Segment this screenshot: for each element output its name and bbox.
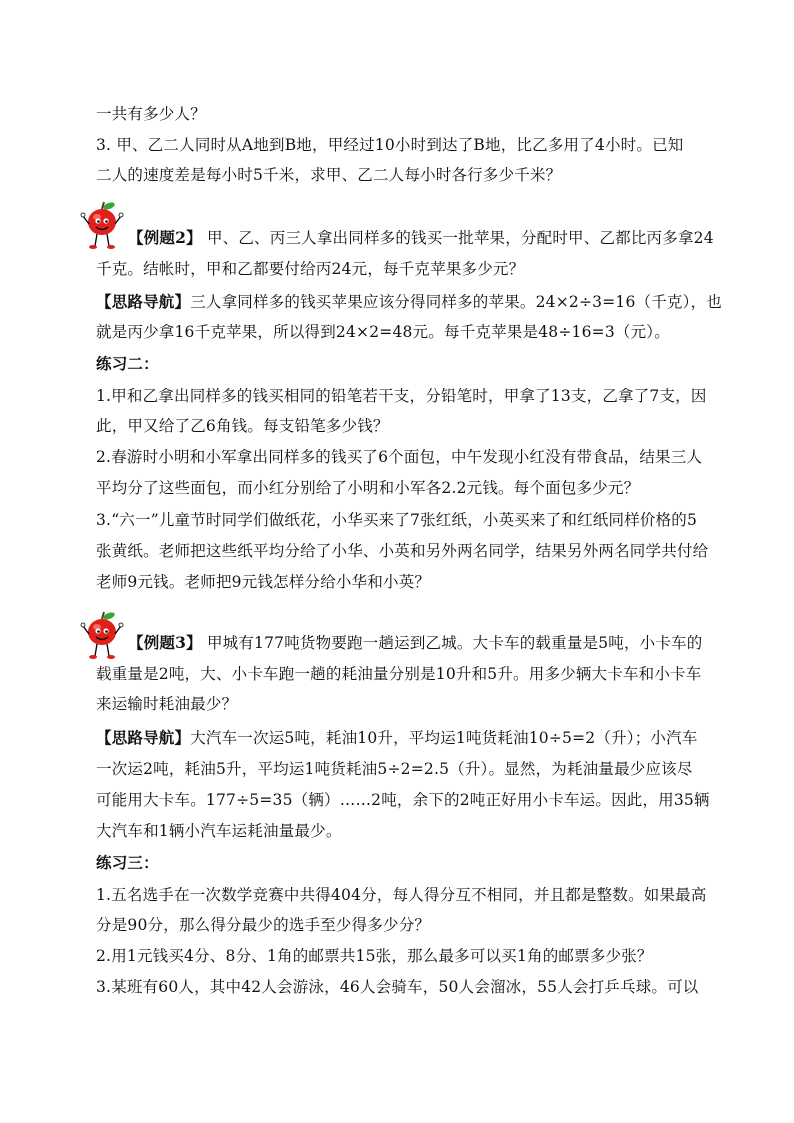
- guide-line: 可能用大卡车。177÷5=35（辆）……2吨，余下的2吨正好用小卡车运。因此，用35辆: [96, 791, 710, 809]
- example-2-line: [128, 228, 724, 248]
- example-3-tag: 【例题3】: [128, 633, 202, 652]
- apple-mascot-icon: [80, 610, 124, 664]
- guide-tag: 【思路导航】: [96, 728, 191, 747]
- guide-line: [96, 728, 722, 748]
- guide-line: 就是丙少拿16千克苹果，所以得到24×2=48元。每千克苹果是48÷16=3（元）。: [96, 323, 670, 341]
- guide-text: 三人拿同样多的钱买苹果应该分得同样多的苹果。24×2÷3=16（千克），也: [190, 293, 722, 311]
- exercise-line: 老师9元钱。老师把9元钱怎样分给小华和小英？: [96, 573, 431, 591]
- intro-line: 3. 甲、乙二人同时从A地到B地，甲经过10小时到达了B地，比乙多用了4小时。已知: [96, 136, 684, 154]
- exercise-2-heading: 练习二：: [96, 354, 159, 373]
- exercise-3-heading: 练习三：: [96, 853, 159, 872]
- exercise-line: 平均分了这些面包，而小红分别给了小明和小军各2.2元钱。每个面包多少元？: [96, 479, 640, 497]
- intro-line: 一共有多少人？: [96, 105, 206, 123]
- exercise-line: 此，甲又给了乙6角钱。每支铅笔多少钱？: [96, 417, 389, 435]
- guide-line: 大汽车和1辆小汽车运耗油量最少。: [96, 822, 342, 840]
- example-2-tag: 【例题2】: [128, 228, 202, 247]
- guide-tag: 【思路导航】: [96, 292, 191, 311]
- exercise-line: 3.某班有60人，其中42人会游泳，46人会骑车，50人会溜冰，55人会打乒乓球。可以: [96, 978, 699, 996]
- exercise-line: 分是90分，那么得分最少的选手至少得多少分？: [96, 916, 431, 934]
- example-3-line: 来运输时耗油最少？: [96, 695, 238, 713]
- exercise-line: 1.五名选手在一次数学竞赛中共得404分，每人得分互不相同，并且都是整数。如果最高: [96, 886, 707, 904]
- example-3-line: 载重量是2吨，大、小卡车跑一趟的耗油量分别是10升和5升。用多少辆大卡车和小卡车: [96, 665, 702, 683]
- guide-line: 一次运2吨，耗油5升，平均运1吨货耗油5÷2=2.5（升）。显然，为耗油量最少应该尽: [96, 760, 693, 778]
- example-3-text: 甲城有177吨货物要跑一趟运到乙城。大卡车的载重量是5吨，小卡车的: [206, 634, 703, 652]
- intro-line: 二人的速度差是每小时5千米，求甲、乙二人每小时各行多少千米？: [96, 166, 562, 184]
- exercise-line: 1.甲和乙拿出同样多的钱买相同的铅笔若干支，分铅笔时，甲拿了13支，乙拿了7支，因: [96, 387, 707, 405]
- exercise-line: 张黄纸。老师把这些纸平均分给了小华、小英和另外两名同学，结果另外两名同学共付给: [96, 542, 709, 560]
- guide-text: 大汽车一次运5吨，耗油10升，平均运1吨货耗油10÷5=2（升）；小汽车: [190, 729, 698, 747]
- apple-mascot-icon: [80, 200, 124, 254]
- exercise-line: 3.“六一”儿童节时同学们做纸花，小华买来了7张红纸，小英买来了和红纸同样价格的5: [96, 511, 698, 529]
- guide-line: [96, 292, 722, 312]
- example-3-line: [128, 633, 724, 653]
- example-2-text: 甲、乙、丙三人拿出同样多的钱买一批苹果，分配时甲、乙都比丙多拿24: [206, 229, 714, 247]
- exercise-line: 2.用1元钱买4分、8分、1角的邮票共15张，那么最多可以买1角的邮票多少张？: [96, 947, 653, 965]
- example-2-line: 千克。结帐时，甲和乙都要付给丙24元，每千克苹果多少元？: [96, 260, 525, 278]
- exercise-line: 2.春游时小明和小军拿出同样多的钱买了6个面包，中午发现小红没有带食品，结果三人: [96, 448, 703, 466]
